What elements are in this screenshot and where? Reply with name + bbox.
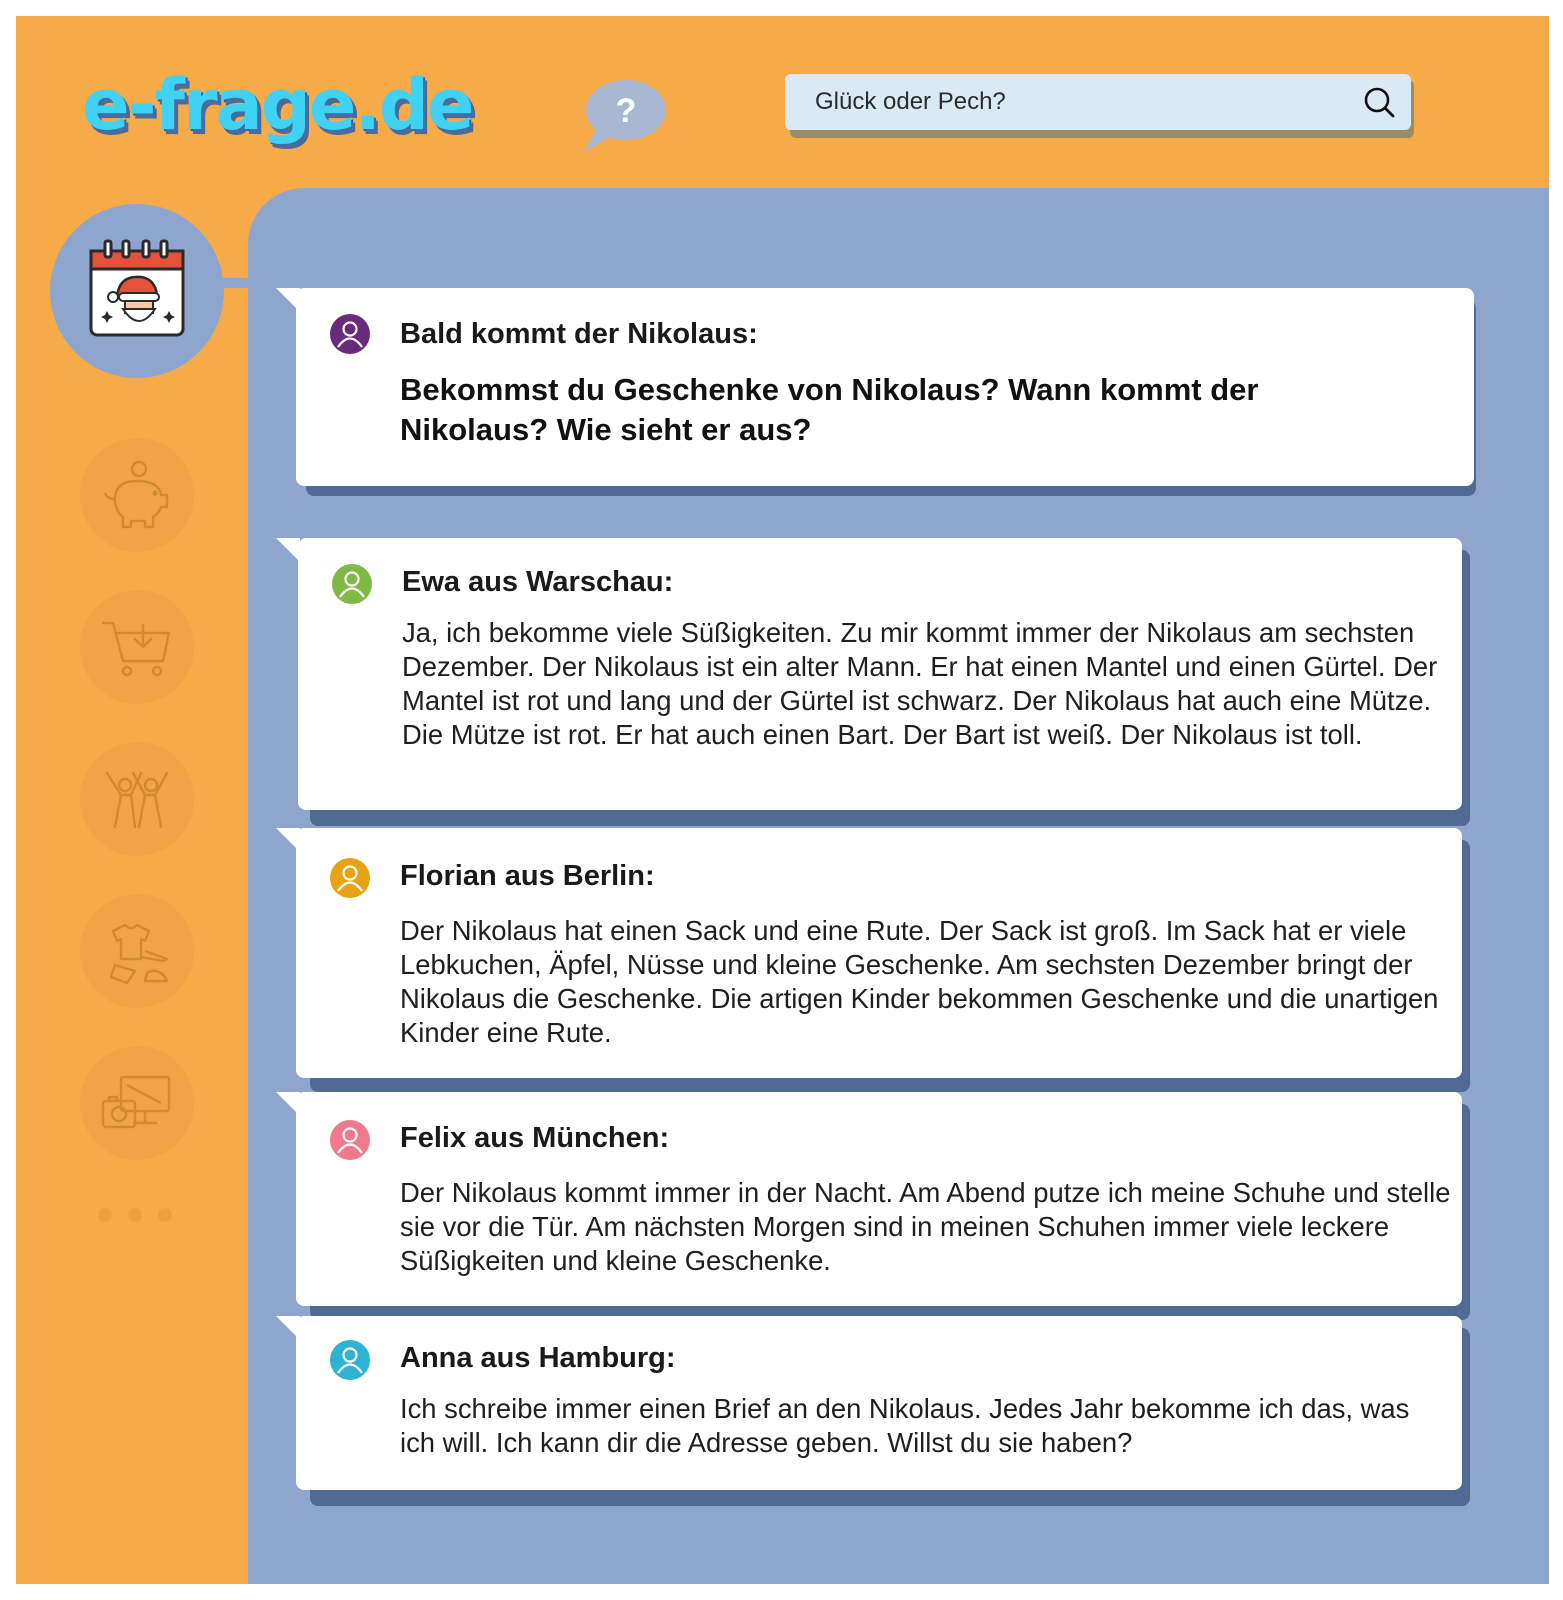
user-avatar-icon xyxy=(330,1340,370,1380)
user-avatar-icon xyxy=(330,314,370,354)
sidebar-item-savings[interactable] xyxy=(80,438,194,552)
question-bubble-icon xyxy=(574,74,670,154)
clothes-icon xyxy=(97,911,177,991)
search-input[interactable] xyxy=(785,74,1411,130)
site-logo[interactable] xyxy=(82,60,642,170)
answer-author: Anna aus Hamburg: xyxy=(400,1342,676,1374)
answer-text: Ich schreibe immer einen Brief an den Nikolaus. Jedes Jahr bekomme ich das, was ich will. Ich kann dir die Adresse geben. Willst du sie haben? xyxy=(400,1393,1410,1458)
media-camera-icon xyxy=(97,1063,177,1143)
sidebar-item-shopping[interactable] xyxy=(80,590,194,704)
answer-card xyxy=(276,1316,1476,1512)
logo-bubble-glyph: ? xyxy=(615,92,637,130)
sidebar-item-people[interactable] xyxy=(80,742,194,856)
piggy-bank-icon xyxy=(97,455,177,535)
answer-author: Florian aus Berlin: xyxy=(400,860,655,892)
user-avatar-icon xyxy=(332,564,372,604)
user-avatar-icon xyxy=(330,858,370,898)
question-text: Bekommst du Geschenke von Nikolaus? Wann kommt der Nikolaus? Wie sieht er aus? xyxy=(400,372,1259,447)
sidebar-item-media[interactable] xyxy=(80,1046,194,1160)
answer-card xyxy=(276,1092,1476,1328)
page-frame xyxy=(16,16,1549,1584)
logo-text: e-frage.de xyxy=(82,64,473,146)
people-cheering-icon xyxy=(97,759,177,839)
answer-author: Ewa aus Warschau: xyxy=(402,566,674,598)
sidebar-item-clothes[interactable] xyxy=(80,894,194,1008)
answer-card xyxy=(276,538,1476,834)
user-avatar-icon xyxy=(330,1120,370,1160)
answer-text: Ja, ich bekomme viele Süßigkeiten. Zu mir kommt immer der Nikolaus am sechsten Dezember. Der Nikolaus ist ein alter Mann. Er hat einen Mantel und einen Gürtel. Der Mantel ist rot und lang und der Gürtel ist schwarz. Der Nikolaus hat auch eine Mütze. Die Mütze ist rot. Er hat auch einen Bart. Der Bart ist weiß. Der Nikolaus ist toll. xyxy=(402,617,1438,750)
search-value: Glück oder Pech? xyxy=(815,88,1006,115)
answer-text: Der Nikolaus hat einen Sack und eine Rute. Der Sack ist groß. Im Sack hat er viele Lebkuchen, Äpfel, Nüsse und kleine Geschenke. Am sechsten Dezember bringt der Nikolaus die Geschenke. Die artigen Kinder bekommen Geschenke und die unartigen Kinder eine Rute. xyxy=(400,915,1439,1048)
more-dots-icon[interactable] xyxy=(98,1208,178,1224)
search-icon[interactable] xyxy=(1363,86,1395,118)
answer-author: Felix aus München: xyxy=(400,1122,670,1154)
question-card xyxy=(276,288,1476,500)
question-author: Bald kommt der Nikolaus: xyxy=(400,318,758,350)
shopping-cart-icon xyxy=(97,607,177,687)
sidebar-item-active[interactable] xyxy=(50,204,224,378)
answer-text: Der Nikolaus kommt immer in der Nacht. Am Abend putze ich meine Schuhe und stelle sie vor die Tür. Am nächsten Morgen sind in meinen Schuhen immer viele leckere Süßigkeiten und kleine Geschenke. xyxy=(400,1177,1451,1276)
answer-card xyxy=(276,828,1476,1100)
calendar-santa-icon xyxy=(85,239,189,343)
